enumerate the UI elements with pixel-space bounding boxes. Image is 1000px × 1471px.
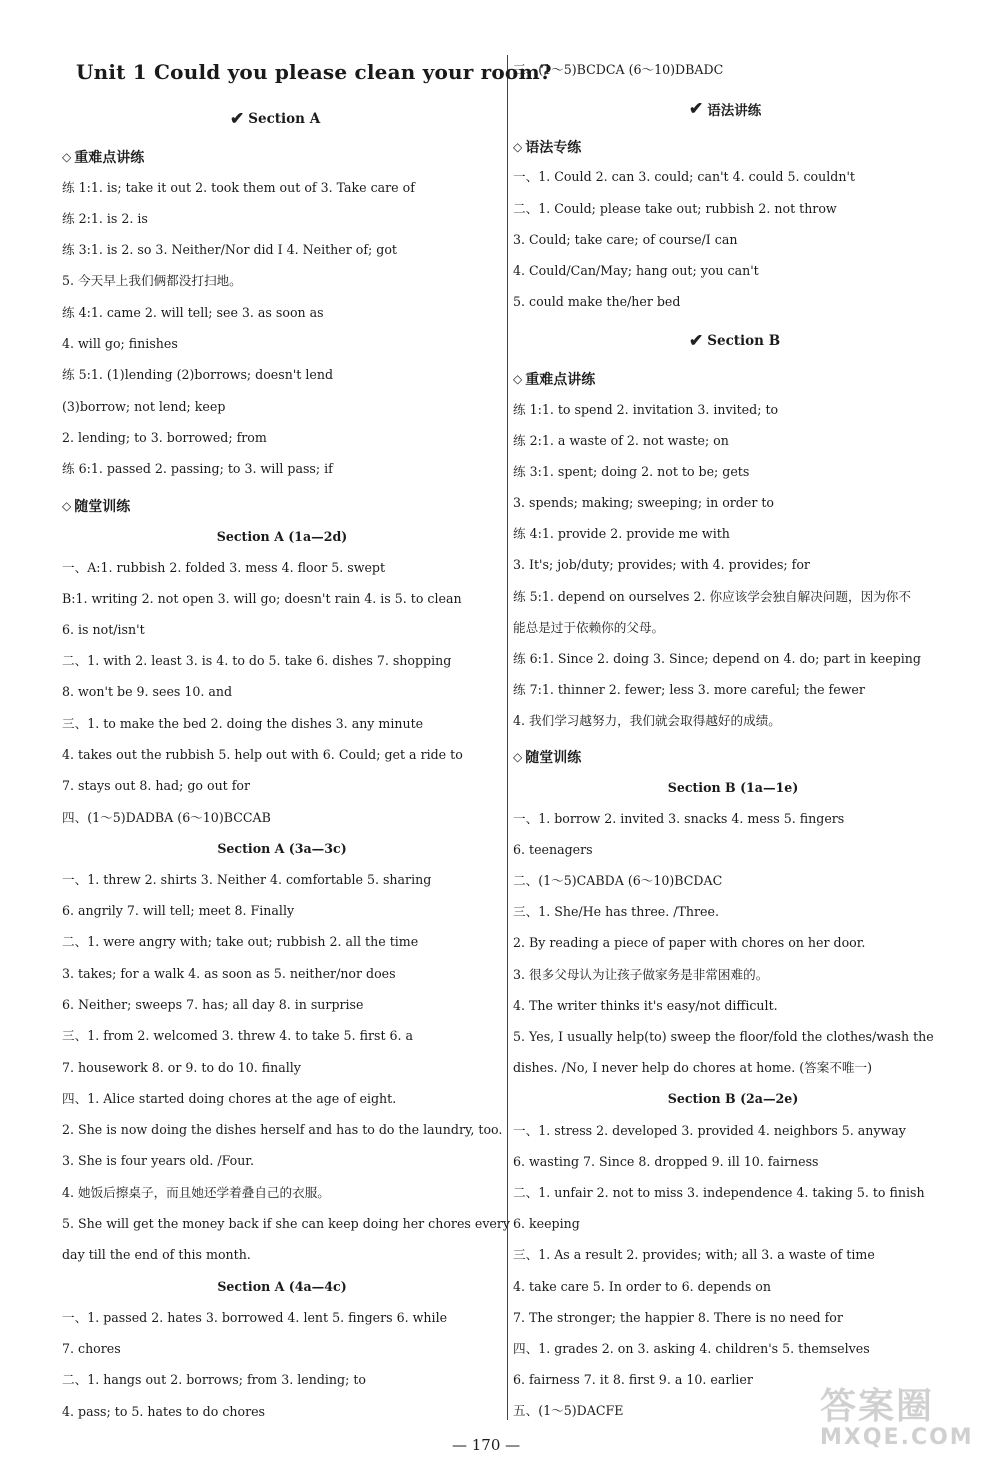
answer-line: 练 5:1. (1)lending (2)borrows; doesn't lend	[62, 367, 334, 382]
answer-line: 二、1. hangs out 2. borrows; from 3. lending; to	[62, 1372, 366, 1387]
answer-line: 4. pass; to 5. hates to do chores	[62, 1404, 266, 1419]
answer-line: 四、1. grades 2. on 3. asking 4. children's 5. themselves	[513, 1341, 870, 1356]
key-points-heading: ◇ 重难点讲练	[513, 372, 596, 388]
answer-line: 三、(1～5)BCDCA (6～10)DBADC	[513, 62, 724, 77]
answer-line: 4. takes out the rubbish 5. help out with 6. Could; get a ride to	[62, 747, 463, 762]
answer-line: 4. will go; finishes	[62, 336, 178, 351]
diamond-icon: ◇	[513, 140, 523, 154]
answer-line: 5. could make the/her bed	[513, 294, 681, 309]
check-leaf-icon: ✔	[689, 331, 704, 351]
answer-line: 6. keeping	[513, 1216, 580, 1231]
answer-line: 二、1. Could; please take out; rubbish 2. not throw	[513, 201, 837, 216]
answer-line: 6. teenagers	[513, 842, 593, 857]
subsection-title: Section A (4a—4c)	[217, 1279, 347, 1294]
check-leaf-icon: ✔	[689, 99, 704, 119]
answer-line: 二、1. with 2. least 3. is 4. to do 5. take 6. dishes 7. shopping	[62, 653, 452, 668]
answer-line: 三、1. She/He has three. /Three.	[513, 904, 719, 919]
watermark-url: MXQE.COM	[820, 1425, 974, 1450]
answer-line: 二、1. unfair 2. not to miss 3. independence 4. taking 5. to finish	[513, 1185, 925, 1200]
answer-line: 四、1. Alice started doing chores at the age of eight.	[62, 1091, 397, 1106]
answer-line: 3. takes; for a walk 4. as soon as 5. neither/nor does	[62, 966, 396, 981]
answer-line: 5. 今天早上我们俩都没打扫地。	[62, 273, 242, 288]
answer-line: 五、(1～5)DACFE	[513, 1403, 624, 1418]
answer-line: 4. 我们学习越努力，我们就会取得越好的成绩。	[513, 713, 781, 728]
answer-line: 8. won't be 9. sees 10. and	[62, 684, 233, 699]
page-number: — 170 —	[452, 1436, 521, 1454]
answer-line: 7. housework 8. or 9. to do 10. finally	[62, 1060, 301, 1075]
answer-line: 练 6:1. Since 2. doing 3. Since; depend on 4. do; part in keeping	[513, 651, 921, 666]
practice-heading: ◇ 随堂训练	[62, 499, 131, 515]
answer-line: 一、1. threw 2. shirts 3. Neither 4. comfortable 5. sharing	[62, 872, 432, 887]
unit-title: Unit 1 Could you please clean your room?	[76, 60, 552, 84]
answer-line: 一、A:1. rubbish 2. folded 3. mess 4. floor 5. swept	[62, 560, 386, 575]
answer-line: 练 3:1. is 2. so 3. Neither/Nor did I 4. Neither of; got	[62, 242, 397, 257]
diamond-icon: ◇	[513, 750, 523, 764]
section-a-title: ✔ Section A	[230, 109, 321, 129]
answer-line: 7. The stronger; the happier 8. There is no need for	[513, 1310, 843, 1325]
answer-line: 一、1. stress 2. developed 3. provided 4. neighbors 5. anyway	[513, 1123, 906, 1138]
answer-line: B:1. writing 2. not open 3. will go; doesn't rain 4. is 5. to clean	[62, 591, 462, 606]
answer-line: 三、1. from 2. welcomed 3. threw 4. to take 5. first 6. a	[62, 1028, 414, 1043]
answer-line: 练 3:1. spent; doing 2. not to be; gets	[513, 464, 750, 479]
subsection-title: Section A (3a—3c)	[217, 841, 347, 856]
answer-line: 三、1. to make the bed 2. doing the dishes 3. any minute	[62, 716, 424, 731]
answer-line: 3. It's; job/duty; provides; with 4. provides; for	[513, 557, 810, 572]
answer-line: 练 1:1. is; take it out 2. took them out of 3. Take care of	[62, 180, 415, 195]
answer-line: 练 1:1. to spend 2. invitation 3. invited; to	[513, 402, 779, 417]
practice-heading: ◇ 随堂训练	[513, 750, 582, 766]
answer-line: 二、(1～5)CABDA (6～10)BCDAC	[513, 873, 723, 888]
answer-line: 练 2:1. is 2. is	[62, 211, 148, 226]
answer-line: 一、1. Could 2. can 3. could; can't 4. could 5. couldn't	[513, 169, 855, 184]
answer-line: 5. Yes, I usually help(to) sweep the floor/fold the clothes/wash the	[513, 1029, 934, 1044]
answer-line: 6. is not/isn't	[62, 622, 145, 637]
answer-line: 练 5:1. depend on ourselves 2. 你应该学会独自解决问题，因为你不	[513, 589, 911, 604]
grammar-heading: ◇ 语法专练	[513, 140, 582, 156]
answer-line: 练 4:1. came 2. will tell; see 3. as soon as	[62, 305, 324, 320]
answer-line: 2. lending; to 3. borrowed; from	[62, 430, 267, 445]
answer-line: (3)borrow; not lend; keep	[62, 399, 226, 414]
answer-line: 6. angrily 7. will tell; meet 8. Finally	[62, 903, 295, 918]
answer-line: 4. Could/Can/May; hang out; you can't	[513, 263, 759, 278]
answer-line: 2. By reading a piece of paper with chores on her door.	[513, 935, 866, 950]
diamond-icon: ◇	[513, 372, 523, 386]
watermark-logo-text: 答案圈	[820, 1386, 935, 1427]
answer-line: 5. She will get the money back if she can keep doing her chores every	[62, 1216, 511, 1231]
answer-line: 二、1. were angry with; take out; rubbish 2. all the time	[62, 934, 419, 949]
answer-line: dishes. /No, I never help do chores at home. (答案不唯一)	[513, 1060, 873, 1075]
answer-line: 练 7:1. thinner 2. fewer; less 3. more careful; the fewer	[513, 682, 865, 697]
answer-line: 3. She is four years old. /Four.	[62, 1153, 254, 1168]
grammar-section-title: ✔ 语法讲练	[689, 99, 762, 119]
subsection-title: Section B (1a—1e)	[667, 780, 799, 795]
answer-line: 4. The writer thinks it's easy/not difficult.	[513, 998, 778, 1013]
answer-line: 6. wasting 7. Since 8. dropped 9. ill 10. fairness	[513, 1154, 819, 1169]
check-leaf-icon: ✔	[230, 109, 245, 129]
answer-line: 3. Could; take care; of course/I can	[513, 232, 738, 247]
answer-line: 6. fairness 7. it 8. first 9. a 10. earlier	[513, 1372, 753, 1387]
key-points-heading: ◇ 重难点讲练	[62, 150, 145, 166]
answer-line: 2. She is now doing the dishes herself and has to do the laundry, too.	[62, 1122, 503, 1137]
subsection-title: Section A (1a—2d)	[216, 529, 348, 544]
answer-line: 6. Neither; sweeps 7. has; all day 8. in surprise	[62, 997, 364, 1012]
diamond-icon: ◇	[62, 150, 72, 164]
site-watermark-logo	[820, 1378, 974, 1463]
answer-line: 一、1. passed 2. hates 3. borrowed 4. lent 5. fingers 6. while	[62, 1310, 448, 1325]
answer-line: 4. 她饭后擦桌子，而且她还学着叠自己的衣服。	[62, 1185, 330, 1200]
answer-line: 练 2:1. a waste of 2. not waste; on	[513, 433, 729, 448]
answer-line: 练 6:1. passed 2. passing; to 3. will pass; if	[62, 461, 333, 476]
subsection-title: Section B (2a—2e)	[667, 1091, 799, 1106]
answer-line: 7. chores	[62, 1341, 121, 1356]
answer-line: 3. 很多父母认为让孩子做家务是非常困难的。	[513, 967, 769, 982]
answer-line: 7. stays out 8. had; go out for	[62, 778, 251, 793]
answer-line: 一、1. borrow 2. invited 3. snacks 4. mess 5. fingers	[513, 811, 845, 826]
answer-line: 练 4:1. provide 2. provide me with	[513, 526, 730, 541]
answer-line: 四、(1～5)DADBA (6～10)BCCAB	[62, 810, 271, 825]
diamond-icon: ◇	[62, 499, 72, 513]
answer-line: 三、1. As a result 2. provides; with; all 3. a waste of time	[513, 1247, 875, 1262]
section-b-title: ✔ Section B	[689, 331, 781, 351]
answer-line: 3. spends; making; sweeping; in order to	[513, 495, 774, 510]
answer-line: 能总是过于依赖你的父母。	[513, 620, 665, 635]
answer-line: day till the end of this month.	[62, 1247, 251, 1262]
answer-line: 4. take care 5. In order to 6. depends on	[513, 1279, 771, 1294]
